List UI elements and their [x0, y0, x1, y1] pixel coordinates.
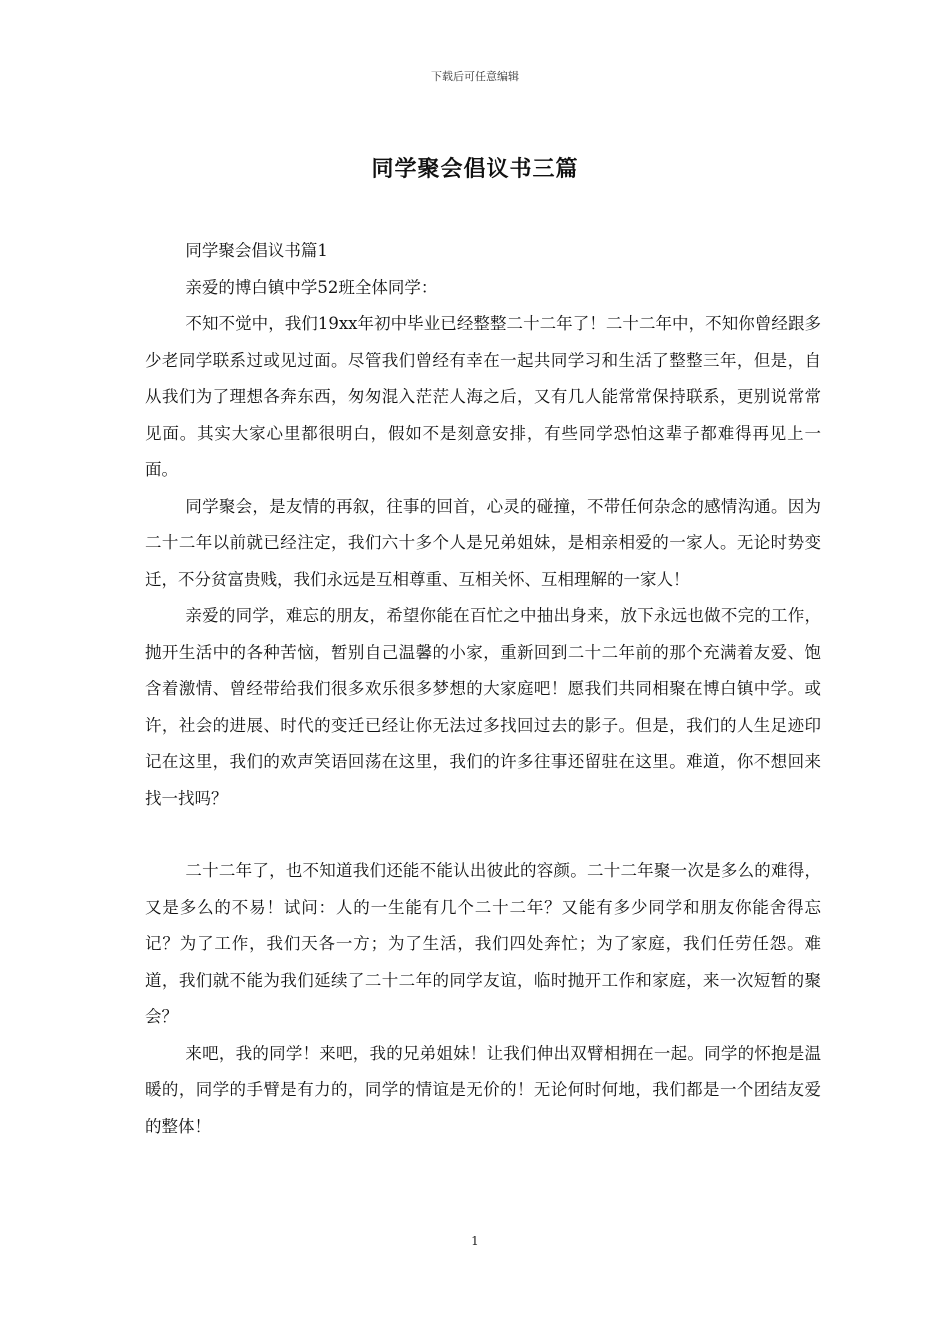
page-header-note: 下载后可任意编辑: [431, 70, 519, 83]
body-paragraph: 亲爱的同学，难忘的朋友，希望你能在百忙之中抽出身来，放下永远也做不完的工作，抛开生活中的各种苦恼，暂别自己温馨的小家，重新回到二十二年前的那个充满着友爱、饱含着激情、曾经带给我们很多欢乐很多梦想的大家庭吧！愿我们共同相聚在博白镇中学。或许，社会的进展、时代的变迁已经让你无法过多找回过去的影子。但是，我们的人生足迹印记在这里，我们的欢声笑语回荡在这里，我们的许多往事还留驻在这里。难道，你不想回来找一找吗？: [145, 606, 821, 808]
body-paragraph: 来吧，我的同学！来吧，我的兄弟姐妹！让我们伸出双臂相拥在一起。同学的怀抱是温暖的，同学的手臂是有力的，同学的情谊是无价的！无论何时何地，我们都是一个团结友爱的整体！: [145, 1043, 821, 1136]
body-paragraph: 同学聚会，是友情的再叙，往事的回首，心灵的碰撞，不带任何杂念的感情沟通。因为二十二年以前就已经注定，我们六十多个人是兄弟姐妹，是相亲相爱的一家人。无论时势变迁，不分贫富贵贱，我们永远是互相尊重、互相关怀、互相理解的一家人！: [145, 496, 821, 589]
body-paragraph: 不知不觉中，我们19xx年初中毕业已经整整二十二年了！二十二年中，不知你曾经跟多少老同学联系过或见过面。尽管我们曾经有幸在一起共同学习和生活了整整三年，但是，自从我们为了理想各奔东西，匆匆混入茫茫人海之后，又有几人能常常保持联系，更别说常常见面。其实大家心里都很明白，假如不是刻意安排，有些同学恐怕这辈子都难得再见上一面。: [145, 314, 821, 479]
section-heading: 同学聚会倡议书篇1: [185, 241, 328, 260]
salutation: 亲爱的博白镇中学52班全体同学：: [185, 277, 438, 297]
body-paragraph: 二十二年了，也不知道我们还能不能认出彼此的容颜。二十二年聚一次是多么的难得，又是多么的不易！试问：人的一生能有几个二十二年？又能有多少同学和朋友你能舍得忘记？为了工作，我们天各一方；为了生活，我们四处奔忙；为了家庭，我们任劳任怨。难道，我们就不能为我们延续了二十二年的同学友谊，临时抛开工作和家庭，来一次短暂的聚会？: [145, 861, 821, 1026]
page-number: 1: [471, 1234, 479, 1248]
document-title: 同学聚会倡议书三篇: [371, 156, 579, 182]
document-body: [145, 233, 821, 1145]
